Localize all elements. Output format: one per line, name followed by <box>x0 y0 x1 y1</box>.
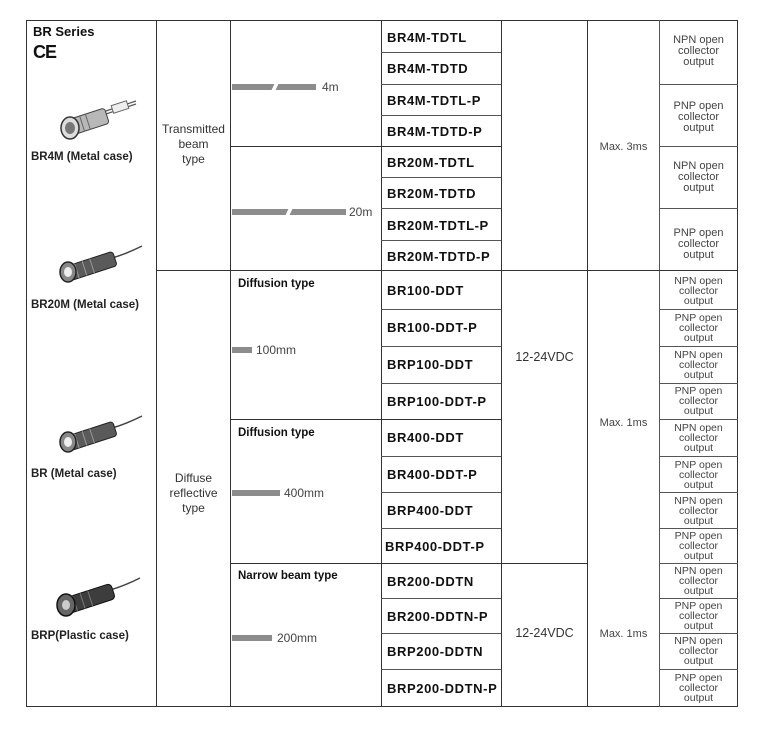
output-cell: NPN open collector output <box>674 635 723 667</box>
divider-400-200 <box>230 563 587 564</box>
model-cell: BRP200-DDTN-P <box>387 681 498 696</box>
col-divider-3 <box>381 20 382 707</box>
model-cell: BR20M-TDTL <box>387 155 475 170</box>
ce-mark: CE <box>33 42 57 62</box>
distance-200mm: 200mm <box>277 631 318 645</box>
model-cell: BR100-DDT-P <box>387 320 478 335</box>
subtype-narrow-beam: Narrow beam type <box>238 570 338 582</box>
model-cell: BR100-DDT <box>387 283 464 298</box>
model-cell: BRP100-DDT <box>387 357 474 372</box>
model-cell: BR200-DDTN <box>387 574 474 589</box>
output-cell: PNP open collector output <box>673 100 724 134</box>
model-cell: BRP100-DDT-P <box>387 394 487 409</box>
model-cell: BR20M-TDTL-P <box>387 218 489 233</box>
col-divider-5 <box>587 20 588 707</box>
br4m-sensor-image <box>54 95 140 143</box>
model-cell: BR400-DDT-P <box>387 467 478 482</box>
distance-bar-200mm <box>232 635 272 641</box>
output-cell: PNP open collector output <box>674 459 723 491</box>
model-cell: BRP200-DDTN <box>387 644 484 659</box>
series-title: BR Series <box>33 24 95 39</box>
product-label-br20m: BR20M (Metal case) <box>31 299 140 311</box>
model-cell: BR20M-TDTD-P <box>387 249 491 264</box>
response-time-narrow: Max. 1ms <box>599 628 648 640</box>
br-sensor-image <box>54 414 144 454</box>
output-cell: NPN open collector output <box>673 34 724 68</box>
sensing-type-transmitted: Transmitted beam type <box>162 122 225 166</box>
output-cell: NPN open collector output <box>674 275 723 307</box>
product-label-brp: BRP(Plastic case) <box>31 630 129 642</box>
table-bottom-border <box>26 706 738 707</box>
output-cell: NPN open collector output <box>674 349 723 381</box>
distance-bar-100mm <box>232 347 252 353</box>
sensing-type-diffuse: Diffuse reflective type <box>169 471 218 515</box>
brp-sensor-image <box>52 576 142 618</box>
br20m-sensor-image <box>54 244 144 284</box>
model-cell: BRP400-DDT <box>387 503 474 518</box>
model-cell: BR4M-TDTL-P <box>387 93 481 108</box>
model-cell: BRP400-DDT-P <box>385 539 485 554</box>
model-cell: BR4M-TDTD <box>387 61 469 76</box>
section-divider-transmitted <box>156 270 587 271</box>
distance-100mm: 100mm <box>256 343 297 357</box>
table-right-border <box>737 20 738 707</box>
model-cell: BR4M-TDTL <box>387 30 467 45</box>
output-cell: PNP open collector output <box>674 600 723 632</box>
subtype-diffusion-100: Diffusion type <box>238 278 315 290</box>
output-cell: PNP open collector output <box>674 385 723 417</box>
distance-400mm: 400mm <box>284 486 325 500</box>
model-cell: BR4M-TDTD-P <box>387 124 483 139</box>
power-supply-main: 12-24VDC <box>515 350 574 364</box>
product-label-br4m: BR4M (Metal case) <box>31 151 133 163</box>
response-time-transmitted: Max. 3ms <box>599 141 648 153</box>
section-divider-right <box>587 270 738 271</box>
output-cell: NPN open collector output <box>674 495 723 527</box>
table-top-border <box>26 20 738 21</box>
divider-100-400 <box>230 419 501 420</box>
product-label-br: BR (Metal case) <box>31 468 117 480</box>
output-cell: PNP open collector output <box>673 227 724 261</box>
output-cell: PNP open collector output <box>674 672 723 704</box>
distance-bar-400mm <box>232 490 280 496</box>
output-cell: NPN open collector output <box>674 565 723 597</box>
power-supply-narrow: 12-24VDC <box>515 626 574 640</box>
distance-20m: 20m <box>349 205 373 219</box>
col-divider-2 <box>230 20 231 707</box>
model-cell: BR20M-TDTD <box>387 186 477 201</box>
subtype-diffusion-400: Diffusion type <box>238 427 315 439</box>
output-cell: NPN open collector output <box>674 422 723 454</box>
model-cell: BR200-DDTN-P <box>387 609 489 624</box>
divider-4m-20m <box>230 146 501 147</box>
output-cell: PNP open collector output <box>674 530 723 562</box>
output-cell: NPN open collector output <box>673 160 724 194</box>
output-cell: PNP open collector output <box>674 312 723 344</box>
distance-4m: 4m <box>322 80 339 94</box>
response-time-diffusion: Max. 1ms <box>599 417 648 429</box>
table-left-border <box>26 20 27 707</box>
model-cell: BR400-DDT <box>387 430 464 445</box>
